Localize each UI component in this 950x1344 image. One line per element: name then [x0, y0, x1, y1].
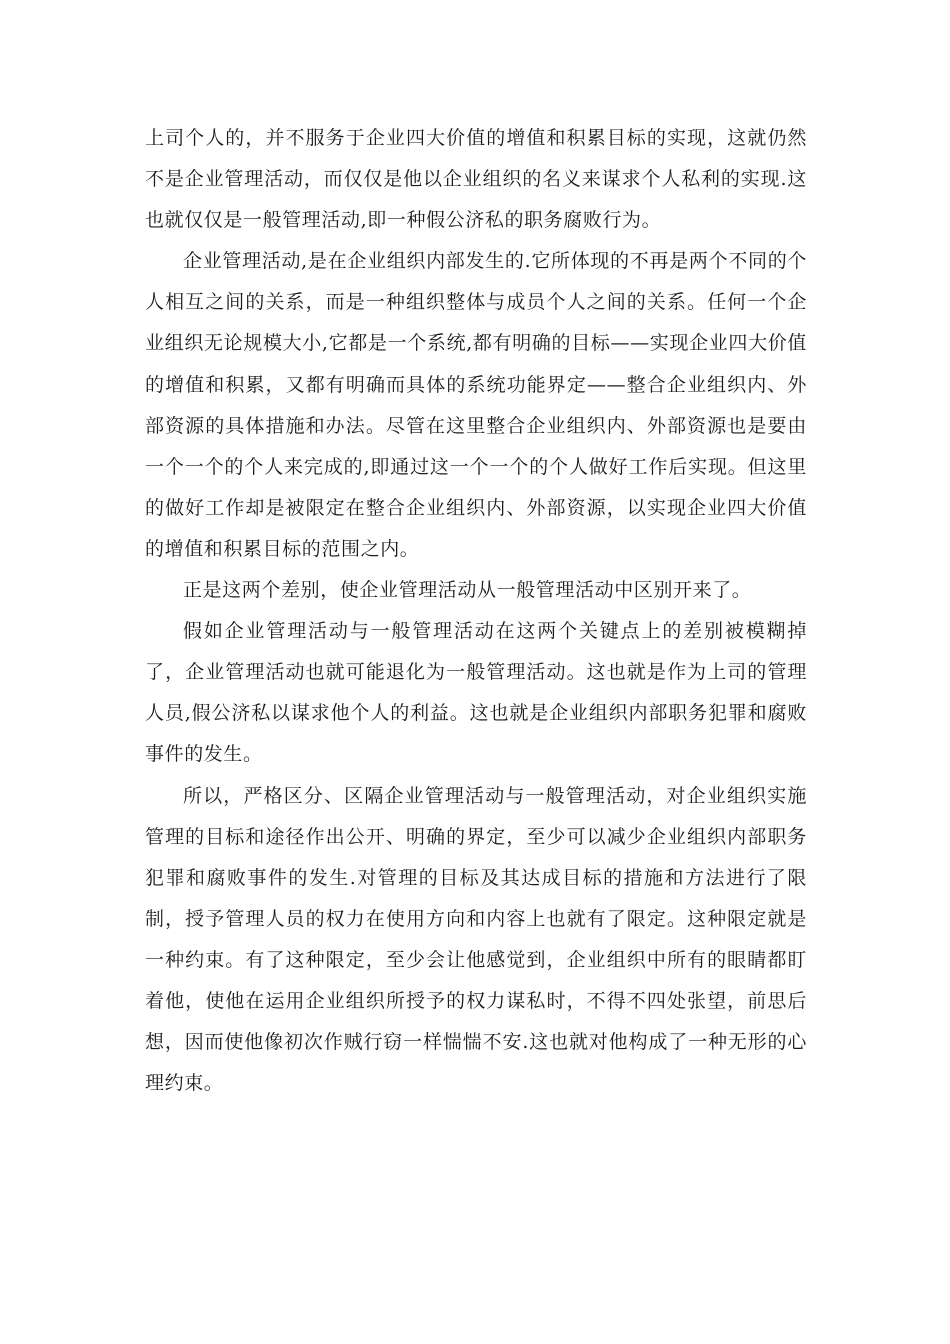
body-text [145, 118, 807, 1104]
paragraph-conclusion: 所以，严格区分、区隔企业管理活动与一般管理活动，对企业组织实施管理的目标和途径作出公开、明确的界定，至少可以减少企业组织内部职务犯罪和腐败事件的发生.对管理的目标及其达成目标的措施和方法进行了限制，授予管理人员的权力在使用方向和内容上也就有了限定。这种限定就是一种约束。有了这种限定，至少会让他感觉到，企业组织中所有的眼睛都盯着他，使他在运用企业组织所授予的权力谋私时，不得不四处张望，前思后想，因而使他像初次作贼行窃一样惴惴不安.这也就对他构成了一种无形的心理约束。 [145, 784, 807, 1095]
paragraph-two-differences: 正是这两个差别，使企业管理活动从一般管理活动中区别开来了。 [183, 579, 752, 602]
paragraph-continuation: 上司个人的，并不服务于企业四大价值的增值和积累目标的实现，这就仍然不是企业管理活动，而仅仅是他以企业组织的名义来谋求个人私利的实现.这也就仅仅是一般管理活动,即一种假公济私的职务腐败行为。 [145, 127, 807, 232]
paragraph-enterprise-management: 企业管理活动,是在企业组织内部发生的.它所体现的不再是两个不同的个人相互之间的关系，而是一种组织整体与成员个人之间的关系。任何一个企业组织无论规模大小,它都是一个系统,都有明确的目标——实现企业四大价值的增值和积累，又都有明确而具体的系统功能界定——整合企业组织内、外部资源的具体措施和办法。尽管在这里整合企业组织内、外部资源也是要由一个一个的个人来完成的,即通过这一个一个的个人做好工作后实现。但这里的做好工作却是被限定在整合企业组织内、外部资源，以实现企业四大价值的增值和积累目标的范围之内。 [145, 250, 807, 560]
paragraph-blurred-differences: 假如企业管理活动与一般管理活动在这两个关键点上的差别被模糊掉了，企业管理活动也就可能退化为一般管理活动。这也就是作为上司的管理人员,假公济私以谋求他个人的利益。这也就是企业组织内部职务犯罪和腐败事件的发生。 [145, 620, 807, 766]
